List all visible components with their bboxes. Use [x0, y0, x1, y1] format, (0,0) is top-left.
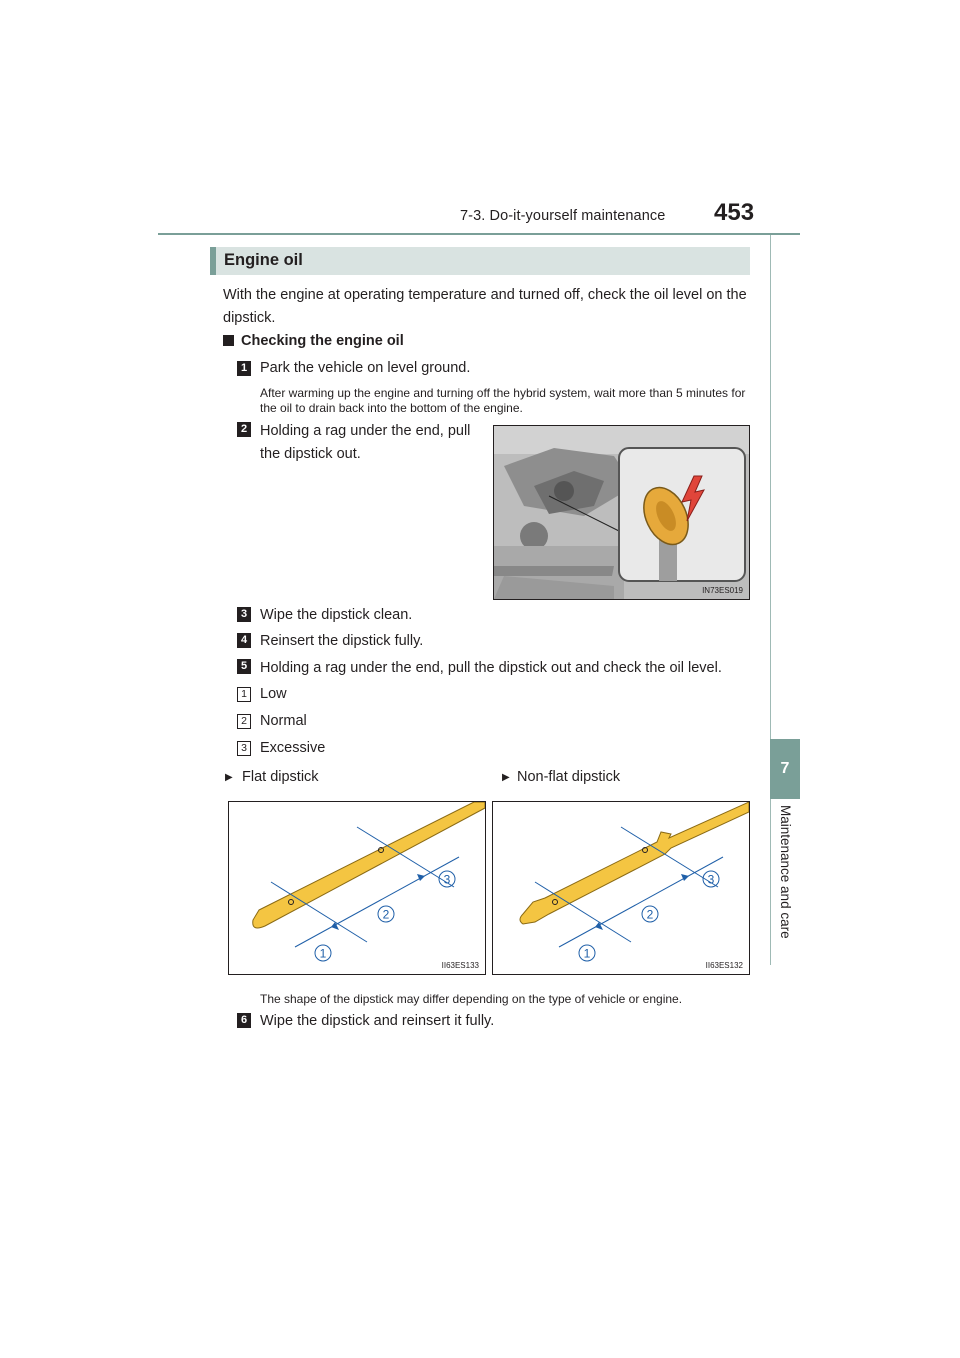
- chapter-title: Maintenance and care: [778, 805, 793, 939]
- step-5-text: Holding a rag under the end, pull the dipstick out and check the oil level.: [260, 660, 722, 676]
- triangle-bullet-icon: ▶: [225, 772, 233, 783]
- step-1-text: Park the vehicle on level ground.: [260, 360, 471, 376]
- subheading: [223, 333, 404, 349]
- chapter-tab: 7: [770, 739, 800, 799]
- step-3-text: Wipe the dipstick clean.: [260, 607, 413, 623]
- level-label-excessive: Excessive: [260, 740, 326, 756]
- figure-code: II63ES132: [705, 961, 743, 970]
- step-1-note: After warming up the engine and turning off the hybrid system, wait more than 5 minutes for the oil to drain back into the bottom of the engine.: [260, 386, 746, 415]
- marker-label-2: 2: [382, 907, 390, 922]
- section-title: Engine oil: [224, 251, 303, 269]
- step-2-text-line1: Holding a rag under the end, pull: [260, 423, 471, 439]
- non-flat-dipstick-label: Non-flat dipstick: [517, 769, 621, 785]
- marker-label-1: 1: [319, 946, 327, 961]
- level-number-3: 3: [237, 741, 251, 756]
- engine-bay-figure: [493, 425, 750, 600]
- level-number-1: 1: [237, 687, 251, 702]
- running-header: 7-3. Do-it-yourself maintenance: [460, 208, 666, 224]
- marker-label-1: 1: [583, 946, 591, 961]
- level-number-2: 2: [237, 714, 251, 729]
- triangle-bullet-icon: ▶: [502, 772, 510, 783]
- marker-label-3: 3: [707, 872, 715, 887]
- page-number: 453: [714, 199, 755, 226]
- figure-code: II63ES133: [441, 961, 479, 970]
- non-flat-dipstick-figure: [492, 801, 750, 975]
- flat-dipstick-label: Flat dipstick: [242, 769, 319, 785]
- square-bullet-icon: [223, 335, 234, 346]
- step-badge-3: 3: [237, 607, 251, 622]
- flat-dipstick-figure: [228, 801, 486, 975]
- step-badge-6: 6: [237, 1013, 251, 1028]
- step-badge-1: 1: [237, 361, 251, 376]
- section-heading-bar: [210, 247, 750, 275]
- level-label-normal: Normal: [260, 713, 307, 729]
- step-2-text-line2: the dipstick out.: [260, 446, 361, 462]
- step-4-text: Reinsert the dipstick fully.: [260, 633, 424, 649]
- intro-paragraph: With the engine at operating temperature and turned off, check the oil level on the dipstick.: [223, 287, 747, 326]
- step-badge-5: 5: [237, 659, 251, 674]
- step-6-text: Wipe the dipstick and reinsert it fully.: [260, 1013, 495, 1029]
- level-label-low: Low: [260, 686, 287, 702]
- header-rule: [158, 233, 800, 235]
- step-badge-2: 2: [237, 422, 251, 437]
- step-badge-4: 4: [237, 633, 251, 648]
- figure-code: IN73ES019: [702, 586, 743, 595]
- dipstick-footnote: The shape of the dipstick may differ depending on the type of vehicle or engine.: [260, 992, 683, 1006]
- marker-label-3: 3: [443, 872, 451, 887]
- subheading-text: Checking the engine oil: [241, 333, 404, 349]
- side-divider: [770, 235, 771, 965]
- marker-label-2: 2: [646, 907, 654, 922]
